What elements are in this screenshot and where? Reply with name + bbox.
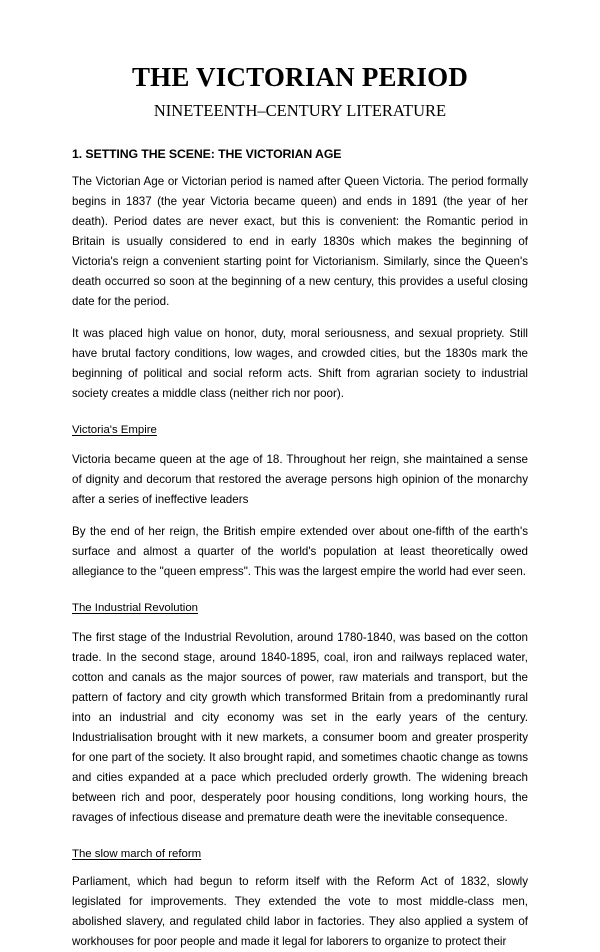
- document-body: [72, 0, 528, 952]
- section-heading-1: 1. SETTING THE SCENE: THE VICTORIAN AGE: [72, 147, 342, 161]
- spacer: [72, 862, 528, 872]
- paragraph-parliament-reform: Parliament, which had begun to reform itself with the Reform Act of 1832, slowly legislated for improvements. They extended the vote to most middle-class men, abolished slavery, and regulated child labor in factories. They also applied a system of workhouses for poor people and made it legal for laborers to organize to protect their: [72, 875, 528, 948]
- subheading-industrial-revolution: The Industrial Revolution: [72, 602, 198, 614]
- page-title: THE VICTORIAN PERIOD: [131, 62, 469, 92]
- spacer: [72, 582, 528, 600]
- spacer: [72, 438, 528, 450]
- paragraph-victorian-values: It was placed high value on honor, duty, moral seriousness, and sexual propriety. Still have brutal factory conditions, low wages, and crowded cities, but the 1830s mark the beginning of political and social reform acts. Shift from agrarian society to industrial society creates a middle class (neither rich nor poor).: [72, 327, 528, 400]
- spacer: [72, 312, 528, 324]
- spacer: [72, 162, 528, 172]
- paragraph-industrial-revolution: The first stage of the Industrial Revolution, around 1780-1840, was based on the cotton trade. In the second stage, around 1840-1895, coal, iron and railways replaced water, cotton and canals as the major sources of power, raw materials and transport, but the pattern of factory and city growth which transformed Britain from a predominantly rural into an industrial and city economy was set in the early years of the century. Industrialisation brought with it new markets, a consumer boom and greater prosperity for one part of the society. It also brought rapid, and sometimes chaotic change as towns and cities expanded at a pace which precluded orderly growth. The widening breach between rich and poor, desperately poor housing conditions, long working hours, the ravages of infectious disease and premature death were the inevitable consequence.: [72, 631, 528, 824]
- page-subtitle: NINETEENTH–CENTURY LITERATURE: [153, 101, 447, 120]
- subheading-victorias-empire: Victoria's Empire: [72, 424, 157, 436]
- spacer: [72, 828, 528, 846]
- paragraph-victorian-age-definition: The Victorian Age or Victorian period is named after Queen Victoria. The period formally begins in 1837 (the year Victoria became queen) and ends in 1891 (the year of her death). Period dates are never exact, but this is convenient: the Romantic period in Britain is usually considered to end in early 1830s which makes the beginning of Victoria's reign a convenient starting point for Victorianism. Similarly, since the Queen's death occurred so soon at the beginning of a new century, this provides a useful closing date for the period.: [72, 175, 528, 308]
- spacer: [72, 404, 528, 422]
- subheading-slow-march-of-reform: The slow march of reform: [72, 848, 202, 860]
- spacer: [72, 510, 528, 522]
- paragraph-victoria-queen: Victoria became queen at the age of 18. Throughout her reign, she maintained a sense of dignity and decorum that restored the average persons high opinion of the monarchy after a series of ineffective leaders: [72, 453, 528, 506]
- spacer: [72, 616, 528, 628]
- paragraph-british-empire: By the end of her reign, the British empire extended over about one-fifth of the earth's surface and almost a quarter of the world's population at least theoretically owed allegiance to the "queen empress". This was the largest empire the world had ever seen.: [72, 525, 528, 578]
